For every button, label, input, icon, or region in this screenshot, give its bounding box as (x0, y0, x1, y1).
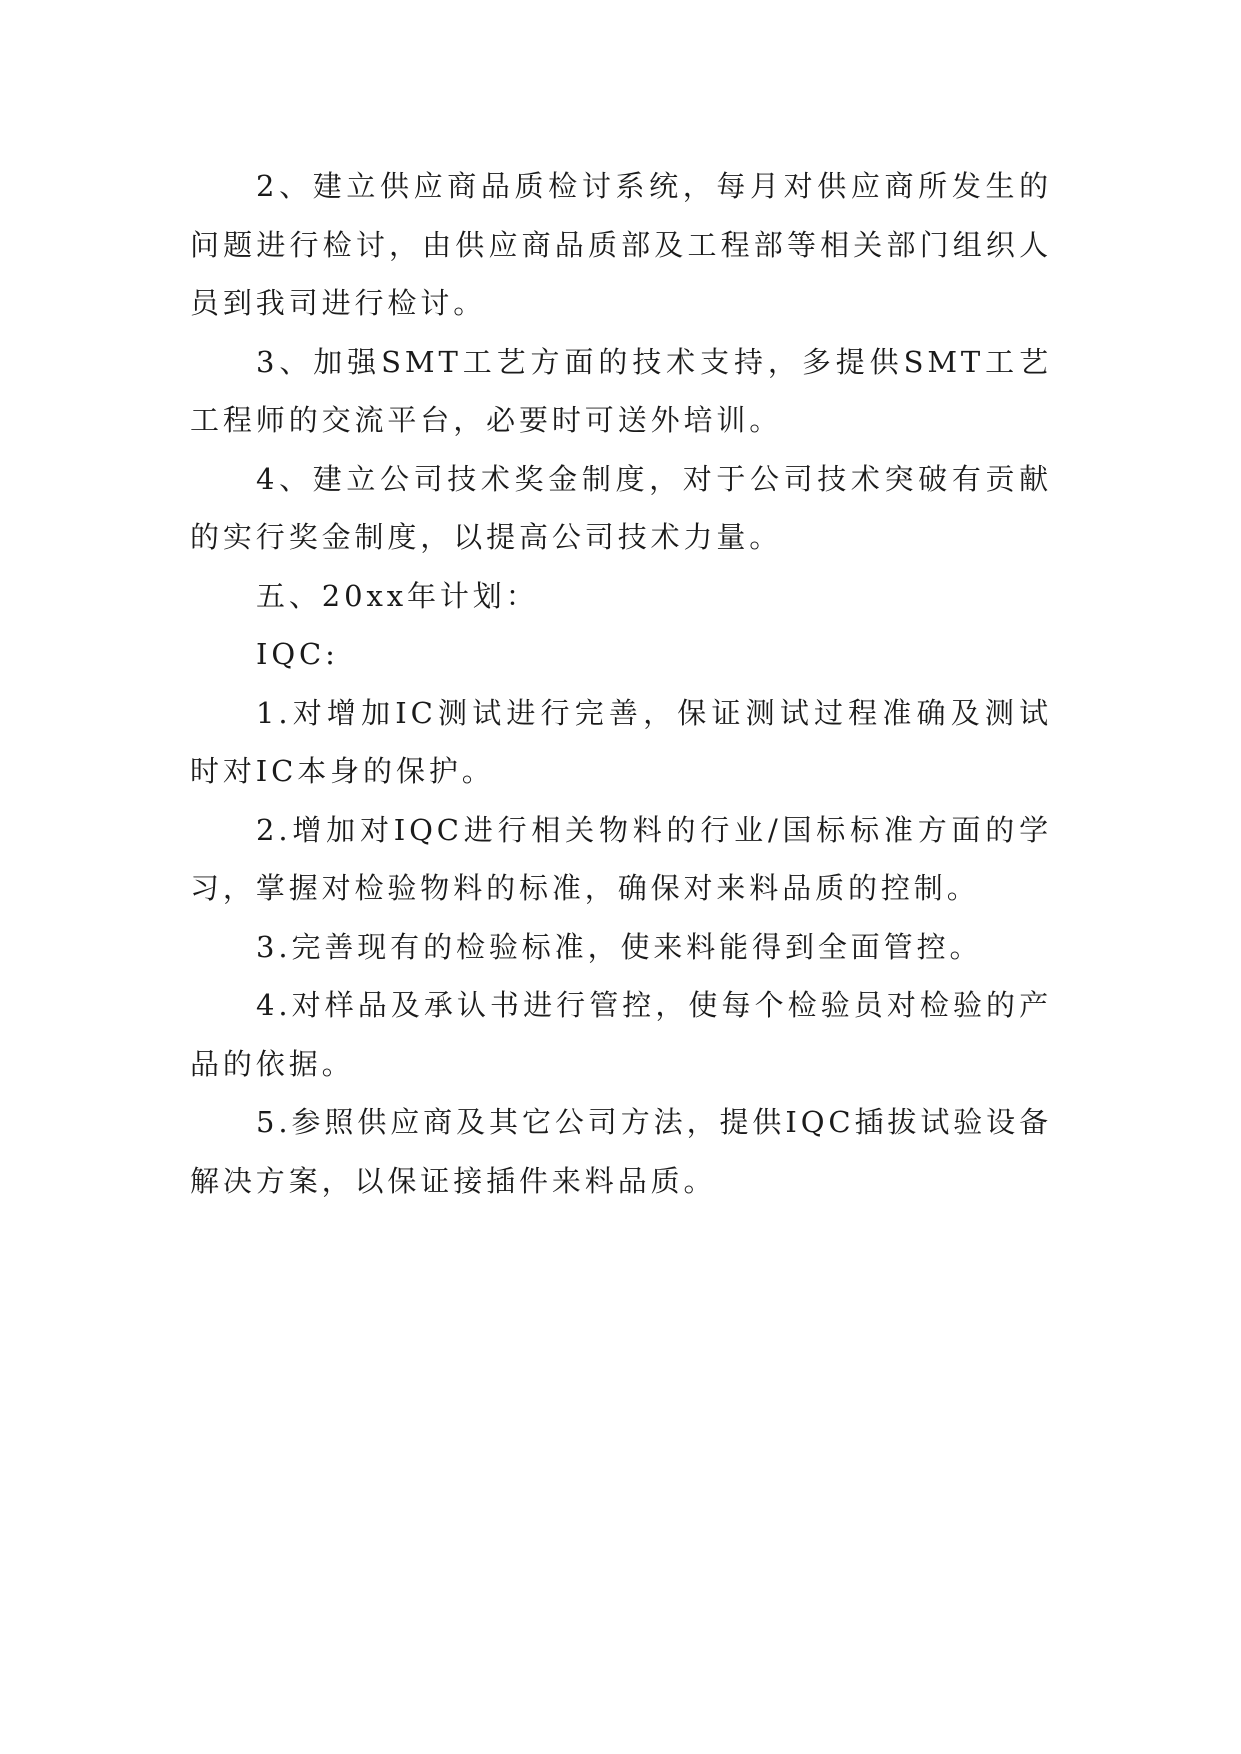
paragraph-supplier-review: 2、建立供应商品质检讨系统，每月对供应商所发生的问题进行检讨，由供应商品质部及工程部等相关部门组织人员到我司进行检讨。 (190, 169, 1052, 320)
paragraph-tech-bonus: 4、建立公司技术奖金制度，对于公司技术突破有贡献的实行奖金制度，以提高公司技术力量。 (190, 461, 1052, 554)
document-body (190, 157, 1052, 1210)
plan-item-1: 1.对增加IC测试进行完善，保证测试过程准确及测试时对IC本身的保护。 (190, 695, 1052, 788)
plan-item-5: 5.参照供应商及其它公司方法，提供IQC插拔试验设备解决方案，以保证接插件来料品质。 (190, 1105, 1052, 1198)
subheading-iqc: IQC: (256, 637, 339, 671)
plan-item-3: 3.完善现有的检验标准，使来料能得到全面管控。 (256, 929, 983, 964)
plan-item-2: 2.增加对IQC进行相关物料的行业/国标标准方面的学习，掌握对检验物料的标准，确保对来料品质的控制。 (190, 812, 1052, 905)
paragraph-smt-support: 3、加强SMT工艺方面的技术支持，多提供SMT工艺工程师的交流平台，必要时可送外培训。 (190, 344, 1052, 437)
plan-item-4: 4.对样品及承认书进行管控，使每个检验员对检验的产品的依据。 (190, 988, 1052, 1081)
section-heading-plan: 五、20xx年计划： (256, 578, 539, 613)
